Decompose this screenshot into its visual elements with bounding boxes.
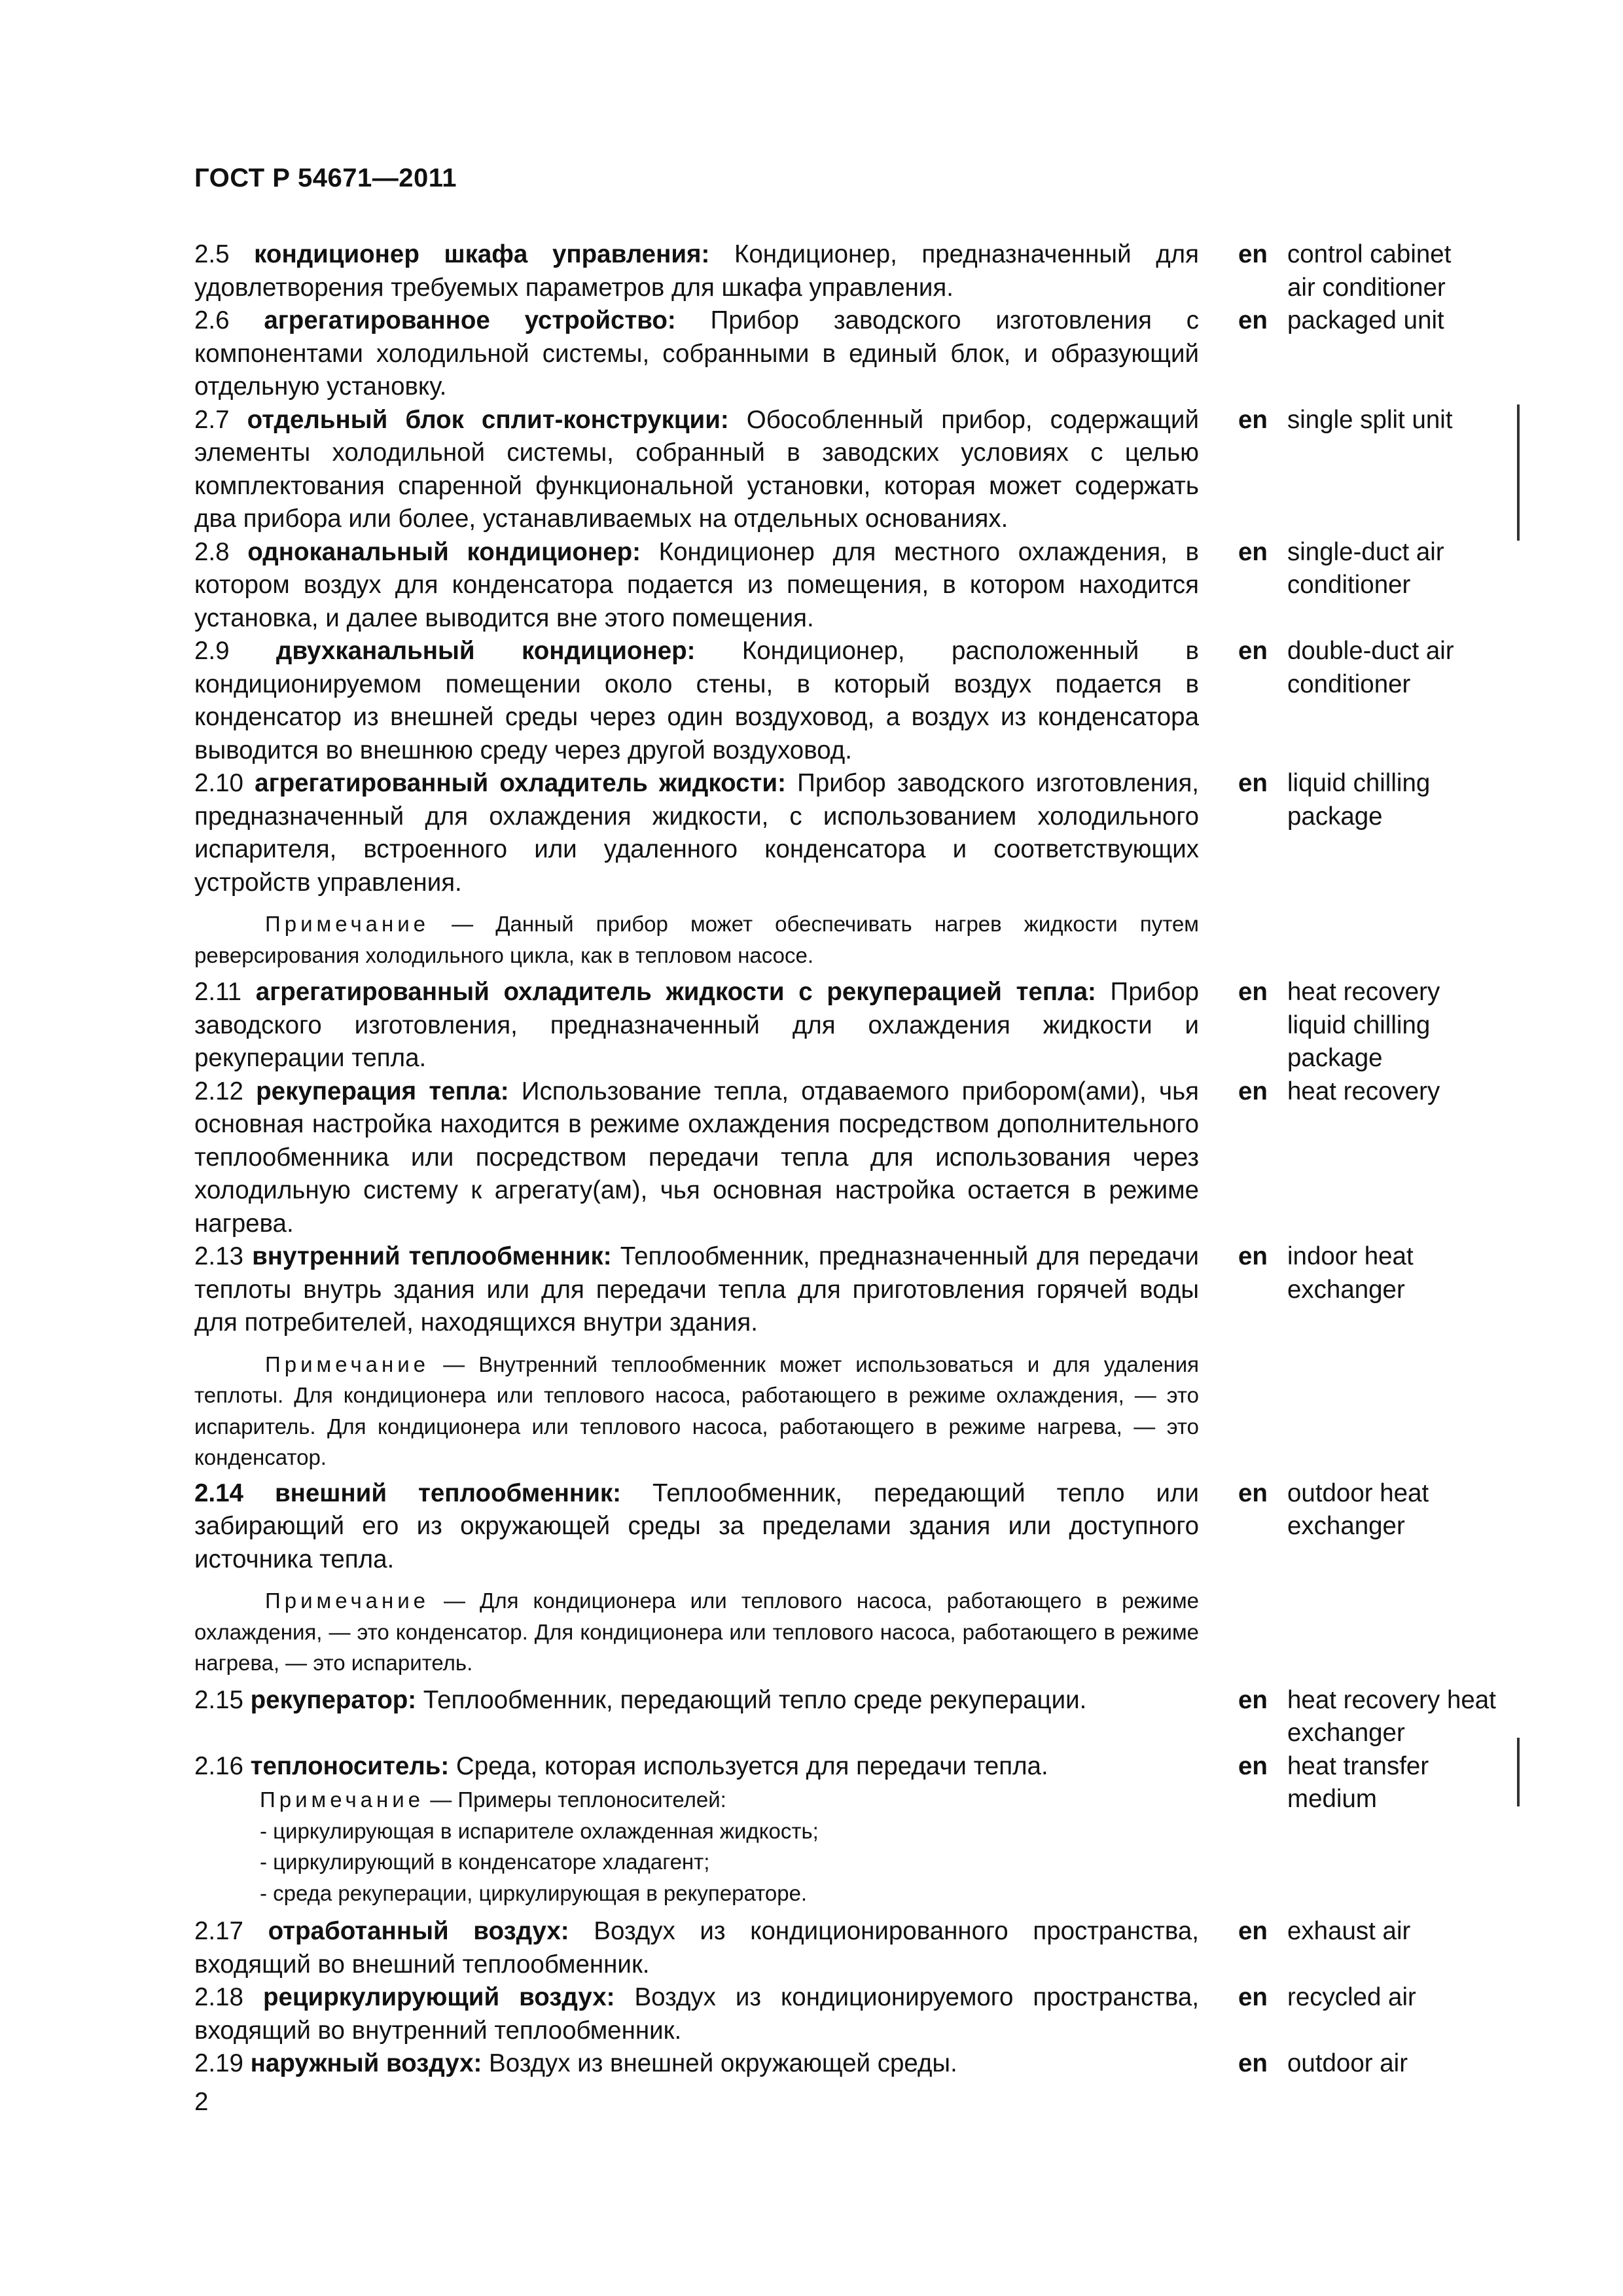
term-entry-2-15 <box>194 1684 1503 1750</box>
term-number: 2.15 <box>194 1685 243 1714</box>
term-entry-2-10 <box>194 767 1503 976</box>
term-definition <box>194 238 1199 304</box>
term-name: одноканальный кондиционер: <box>247 537 641 566</box>
term-definition <box>194 767 1199 976</box>
language-code: en <box>1238 1917 1268 1945</box>
page-number: 2 <box>194 2088 209 2116</box>
term-definition <box>194 1240 1199 1477</box>
english-equivalent <box>1238 976 1477 1075</box>
note-list-item: - циркулирующая в испарителе охлажденная жидкость; <box>260 1818 819 1843</box>
english-term: packaged unit <box>1287 306 1444 334</box>
term-text: Прибор заводского изготовления с компонентами холодильной системы, собранными в единый блок, и образующий отдельную установку. <box>194 306 1200 401</box>
change-marker-bar <box>1517 404 1520 541</box>
english-equivalent <box>1238 536 1484 602</box>
term-number: 2.17 <box>194 1917 243 1945</box>
term-entry-2-19 <box>194 2047 1503 2081</box>
language-code: en <box>1238 405 1268 434</box>
language-code: en <box>1238 1077 1268 1105</box>
language-code: en <box>1238 1983 1268 2011</box>
term-entry-2-5 <box>194 238 1503 304</box>
english-equivalent <box>1238 1915 1484 1948</box>
english-equivalent <box>1238 1075 1484 1109</box>
term-definition <box>194 1750 1199 1916</box>
term-number: 2.5 <box>194 240 230 268</box>
language-code: en <box>1238 537 1268 566</box>
english-term: recycled air <box>1287 1983 1416 2011</box>
note-list-item: - циркулирующий в конденсаторе хладагент; <box>260 1850 710 1874</box>
note-text: — Для кондиционера или теплового насоса, работающего в режиме охлаждения, — это конденсатор. Для кондиционера или теплового насоса, работающего в режиме нагрева, — это испаритель. <box>194 1588 1199 1675</box>
term-definition <box>194 536 1199 636</box>
english-equivalent <box>1238 2047 1484 2081</box>
note-label: Примечание <box>265 1588 430 1613</box>
language-code: en <box>1238 1479 1268 1507</box>
term-text: Воздух из кондиционированного пространства, входящий во внешний теплообменник. <box>194 1917 1199 1979</box>
english-term: control cabinet air conditioner <box>1287 240 1452 302</box>
term-text: Теплообменник, передающий тепло или забирающий его из окружающей среды за пределами здания или доступного источника тепла. <box>194 1479 1199 1573</box>
term-definition <box>194 2047 1199 2081</box>
english-equivalent <box>1238 635 1484 701</box>
note-list-item: - среда рекуперации, циркулирующая в рекуператоре. <box>260 1880 808 1905</box>
english-equivalent <box>1238 304 1484 338</box>
term-definition <box>194 1915 1199 1981</box>
term-definition <box>194 404 1199 536</box>
term-number: 2.16 <box>194 1751 243 1780</box>
language-code: en <box>1238 240 1268 268</box>
term-name: агрегатированный охладитель жидкости с рекуперацией тепла: <box>255 978 1096 1006</box>
term-name: отдельный блок сплит-конструкции: <box>247 405 729 434</box>
term-number: 2.19 <box>194 2049 243 2077</box>
term-text: Воздух из кондиционируемого пространства, входящий во внутренний теплообменник. <box>194 1983 1200 2045</box>
language-code: en <box>1238 2049 1268 2077</box>
term-text: Теплообменник, передающий тепло среде рекуперации. <box>423 1685 1087 1714</box>
term-definition <box>194 1477 1199 1684</box>
term-entry-2-8 <box>194 536 1503 636</box>
note-label: Примечание <box>265 1352 430 1376</box>
term-name: наружный воздух: <box>250 2049 482 2077</box>
term-number: 2.11 <box>194 978 242 1006</box>
language-code: en <box>1238 1685 1268 1714</box>
term-entry-2-16 <box>194 1750 1503 1916</box>
term-entry-2-6 <box>194 304 1503 404</box>
term-name: внешний теплообменник: <box>274 1479 621 1507</box>
term-text: Теплообменник, предназначенный для передачи теплоты внутрь здания или для передачи тепла для приготовления горячей воды для потребителей, находящихся внутри здания. <box>194 1242 1199 1336</box>
term-entry-2-9 <box>194 635 1503 767</box>
term-text: Кондиционер, предназначенный для удовлетворения требуемых параметров для шкафа управления. <box>194 240 1199 302</box>
english-equivalent <box>1238 767 1484 833</box>
english-equivalent <box>1238 404 1484 437</box>
term-entry-2-11 <box>194 976 1503 1075</box>
term-number: 2.9 <box>194 637 230 665</box>
language-code: en <box>1238 1242 1268 1270</box>
term-text: Воздух из внешней окружающей среды. <box>489 2049 957 2077</box>
standard-header: ГОСТ Р 54671—2011 <box>194 164 457 192</box>
english-term: indoor heat exchanger <box>1287 1242 1414 1304</box>
term-entry-2-17 <box>194 1915 1503 1981</box>
term-number: 2.8 <box>194 537 230 566</box>
term-definition <box>194 635 1199 767</box>
english-term: liquid chilling package <box>1287 769 1431 831</box>
term-note <box>194 1585 1199 1679</box>
language-code: en <box>1238 637 1268 665</box>
term-definition <box>194 1981 1199 2047</box>
term-definition <box>194 1684 1199 1717</box>
term-number: 2.7 <box>194 405 230 434</box>
term-name: теплоноситель: <box>250 1751 450 1780</box>
english-term: single-duct air conditioner <box>1287 537 1444 599</box>
language-code: en <box>1238 306 1268 334</box>
term-name: рекуперация тепла: <box>256 1077 509 1105</box>
term-name: двухканальный кондиционер: <box>276 637 696 665</box>
term-number: 2.13 <box>194 1242 243 1270</box>
term-number: 2.14 <box>194 1479 243 1507</box>
term-note <box>194 1349 1199 1473</box>
note-text: — Данный прибор может обеспечивать нагрев жидкости путем реверсирования холодильного цикла, как в тепловом насосе. <box>194 912 1199 967</box>
english-term: heat recovery heat exchanger <box>1287 1685 1496 1747</box>
term-text: Кондиционер, расположенный в кондиционируемом помещении около стены, в который воздух подается в конденсатор из внешней среды через один воздуховод, а воздух из конденсатора выводится во внешнюю среду через другой воздуховод. <box>194 637 1200 764</box>
english-term: heat transfer medium <box>1287 1751 1429 1813</box>
change-marker-bar <box>1517 1738 1520 1806</box>
term-name: рециркулирующий воздух: <box>262 1983 615 2011</box>
term-definition <box>194 304 1199 404</box>
term-number: 2.18 <box>194 1983 243 2011</box>
note-text: — Примеры теплоносителей: <box>430 1787 726 1812</box>
note-list <box>194 1816 1199 1909</box>
term-entry-2-14 <box>194 1477 1503 1684</box>
term-number: 2.12 <box>194 1077 243 1105</box>
english-term: exhaust air <box>1287 1917 1411 1945</box>
term-entry-2-7 <box>194 404 1503 536</box>
english-term: heat recovery <box>1287 1077 1440 1105</box>
note-label: Примечание <box>260 1787 425 1812</box>
term-name: агрегатированный охладитель жидкости: <box>255 769 786 797</box>
english-term: single split unit <box>1287 405 1453 434</box>
term-name: внутренний теплообменник: <box>252 1242 612 1270</box>
english-equivalent <box>1238 1684 1497 1750</box>
english-equivalent <box>1238 1981 1484 2015</box>
language-code: en <box>1238 769 1268 797</box>
term-name: рекуператор: <box>250 1685 417 1714</box>
term-name: агрегатированное устройство: <box>264 306 676 334</box>
note-label: Примечание <box>265 912 430 936</box>
term-text: Использование тепла, отдаваемого прибором(ами), чья основная настройка находится в режиме охлаждения посредством дополнительного теплообменника или посредством передачи тепла для использования через холодильную систему к агрегату(ам), чья основная настройка остается в режиме нагрева. <box>194 1077 1200 1238</box>
term-entry-2-18 <box>194 1981 1503 2047</box>
term-name: отработанный воздух: <box>268 1917 569 1945</box>
term-text: Обособленный прибор, содержащий элементы холодильной системы, собранный в заводских условиях с целью комплектования спаренной функциональной установки, которая может содержать два прибора или более, устанавливаемых на отдельных основаниях. <box>194 405 1200 533</box>
term-text: Кондиционер для местного охлаждения, в котором воздух для конденсатора подается из помещения, в котором находится установка, и далее выводится вне этого помещения. <box>194 537 1199 632</box>
term-note <box>194 908 1199 971</box>
language-code: en <box>1238 978 1268 1006</box>
term-definition <box>194 1075 1199 1241</box>
english-term: outdoor heat exchanger <box>1287 1479 1429 1540</box>
term-text: Прибор заводского изготовления, предназначенный для охлаждения жидкости, с использованием холодильного испарителя, встроенного или удаленного конденсатора и соответствующих устройств управления. <box>194 769 1200 897</box>
term-text: Прибор заводского изготовления, предназначенный для охлаждения жидкости и рекуперации тепла. <box>194 978 1200 1072</box>
term-list <box>194 238 1503 2081</box>
term-note <box>194 1784 1199 1816</box>
english-equivalent <box>1238 1240 1484 1306</box>
term-text: Среда, которая используется для передачи тепла. <box>455 1751 1048 1780</box>
term-name: кондиционер шкафа управления: <box>254 240 710 268</box>
term-definition <box>194 976 1199 1075</box>
term-entry-2-13 <box>194 1240 1503 1477</box>
english-term: double-duct air conditioner <box>1287 637 1454 698</box>
language-code: en <box>1238 1751 1268 1780</box>
english-term: heat recovery liquid chilling package <box>1287 978 1440 1072</box>
english-equivalent <box>1238 1477 1484 1543</box>
english-term: outdoor air <box>1287 2049 1408 2077</box>
english-equivalent <box>1238 238 1484 304</box>
term-number: 2.6 <box>194 306 230 334</box>
note-text: — Внутренний теплообменник может использоваться и для удаления теплоты. Для кондиционера или теплового насоса, работающего в режиме охлаждения, — это испаритель. Для кондиционера или теплового насоса, работающего в режиме нагрева, — это конденсатор. <box>194 1352 1199 1469</box>
term-number: 2.10 <box>194 769 243 797</box>
term-entry-2-12 <box>194 1075 1503 1241</box>
english-equivalent <box>1238 1750 1484 1816</box>
